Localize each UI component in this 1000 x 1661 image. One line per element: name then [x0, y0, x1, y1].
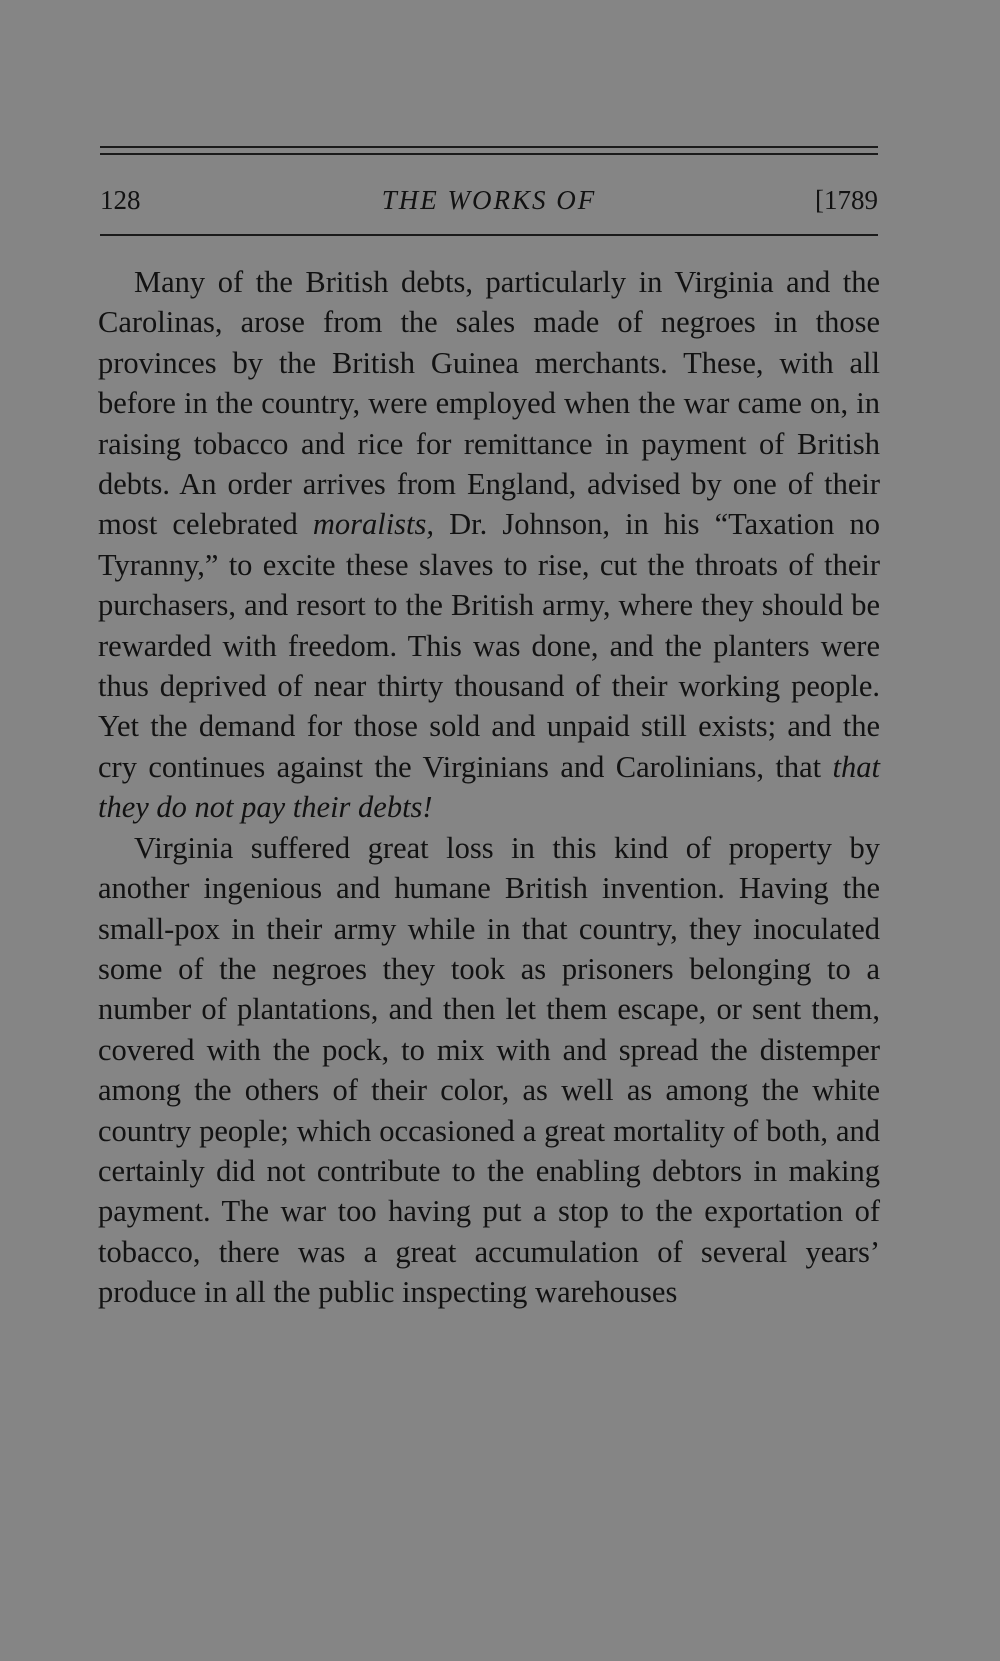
body-text — [98, 262, 880, 1313]
running-title: THE WORKS OF — [381, 185, 597, 215]
paragraph-virginia-loss: Virginia suffered great loss in this kind of property by another ingenious and humane British invention. Having the small-pox in their army while in that country, they inoculated some of the negroes they took as prisoners belonging to a number of plantations, and then let them escape, or sent them, covered with the pock, to mix with and spread the distemper among the others of their color, as well as among the white country people; which occasioned a great mortality of both, and certainly did not contribute to the enabling debtors in making payment. The war too having put a stop to the exportation of tobacco, there was a great accumulation of several years’ produce in all the public inspecting warehouses — [98, 830, 880, 1310]
running-head — [100, 180, 878, 220]
header-double-rule — [100, 146, 878, 155]
paragraph-text: Dr. Johnson, in his “Taxation no Tyranny,” to excite these slaves to rise, cut the throats of their purchasers, and resort to the British army, where they should be rewarded with freedom. This was done, and the planters were thus deprived of near thirty thousand of their working people. Yet the demand for those sold and unpaid still exists; and the cry continues against the Virginians and Carolinians, that — [98, 507, 881, 784]
header-rule — [100, 234, 878, 236]
italic-phrase: that they do not pay their debts! — [98, 749, 880, 825]
page-number: 128 — [100, 185, 141, 215]
paragraph-british-debts — [98, 262, 880, 828]
running-year: [1789 — [815, 185, 878, 215]
paragraph-text: Many of the British debts, particularly in Virginia and the Carolinas, arose from the sales made of negroes in those provinces by the British Guinea merchants. These, with all before in the country, were employed when the war came on, in raising tobacco and rice for remittance in payment of British debts. An order arrives from England, advised by one of their most celebrated — [98, 265, 880, 542]
italic-phrase: moralists, — [312, 507, 435, 542]
